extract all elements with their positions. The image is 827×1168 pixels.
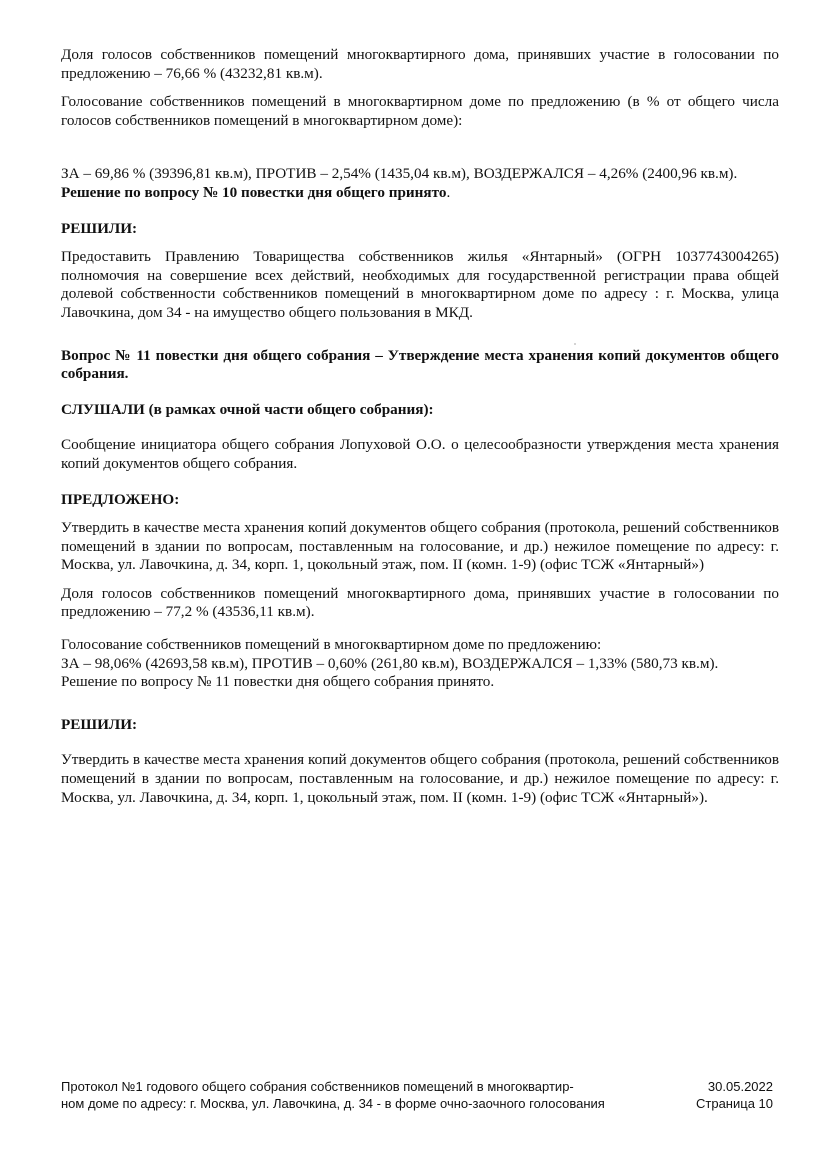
proposed-heading-q11: ПРЕДЛОЖЕНО: <box>61 490 180 508</box>
footer-protocol-line-2: ном доме по адресу: г. Москва, ул. Лавочкина, д. 34 - в форме очно-заочного голосования <box>61 1096 605 1111</box>
initiator-message-q11: Сообщение инициатора общего собрания Лопуховой О.О. о целесообразности утверждения места хранения копий документов общего собрания. <box>61 436 779 472</box>
decision-q11: Решение по вопросу № 11 повестки дня общего собрания принято. <box>61 673 495 691</box>
voting-intro-q11: Голосование собственников помещений в многоквартирном доме по предложению: <box>61 636 602 654</box>
question-11-title: Вопрос № 11 повестки дня общего собрания – Утверждение места хранения копий документов общего собрания. <box>61 346 779 383</box>
decision-q10-text: Решение по вопросу № 10 повестки дня общего принято <box>61 183 447 201</box>
footer-meta <box>653 1078 773 1112</box>
turnout-paragraph-q10: Доля голосов собственников помещений многоквартирного дома, принявших участие в голосовании по предложению – 76,66 % (43232,81 кв.м). <box>61 46 779 82</box>
vote-results-q11: ЗА – 98,06% (42693,58 кв.м), ПРОТИВ – 0,60% (261,80 кв.м), ВОЗДЕРЖАЛСЯ – 1,33% (580,73 кв.м). <box>61 654 719 672</box>
decision-q10-period: . <box>446 183 451 201</box>
resolved-heading-q10: РЕШИЛИ: <box>61 219 138 237</box>
document-body <box>61 46 779 807</box>
resolved-heading-q11: РЕШИЛИ: <box>61 715 138 733</box>
turnout-paragraph-q11: Доля голосов собственников помещений многоквартирного дома, принявших участие в голосовании по предложению – 77,2 % (43536,11 кв.м). <box>61 584 779 621</box>
footer-protocol-description <box>61 1078 621 1112</box>
resolution-q10: Предоставить Правлению Товарищества собственников жилья «Янтарный» (ОГРН 1037743004265) полномочия на совершение всех действий, необходимых для государственной регистрации права общей долевой собственности собственников помещений в многоквартирном доме по адресу : г. Москва, улица Лавочкина, дом 34 - на имущество общего пользования в МКД. <box>61 248 779 321</box>
scan-dust-mark <box>574 343 576 345</box>
heard-heading-q11: СЛУШАЛИ (в рамках очной части общего собрания): <box>61 400 434 418</box>
resolution-q11: Утвердить в качестве места хранения копий документов общего собрания (протокола, решений собственников помещений в здании по вопросам, поставленным на голосование, и др.) нежилое помещение по адресу: г. Москва, ул. Лавочкина, д. 34, корп. 1, цокольный этаж, пом. II (комн. 1-9) (офис ТСЖ «Янтарный»). <box>61 751 779 806</box>
footer-protocol-line-1: Протокол №1 годового общего собрания собственников помещений в многоквартир- <box>61 1079 574 1094</box>
vote-results-q10: ЗА – 69,86 % (39396,81 кв.м), ПРОТИВ – 2,54% (1435,04 кв.м), ВОЗДЕРЖАЛСЯ – 4,26% (2400,96 кв.м). <box>61 165 738 183</box>
decision-q10 <box>61 184 779 203</box>
footer-date: 30.05.2022 <box>707 1079 773 1094</box>
voting-intro-q10: Голосование собственников помещений в многоквартирном доме по предложению (в % от общего числа голосов собственников помещений в многоквартирном доме): <box>61 93 779 129</box>
proposal-q11: Утвердить в качестве места хранения копий документов общего собрания (протокола, решений собственников помещений в здании по вопросам, поставленным на голосование, и др.) нежилое помещение по адресу: г. Москва, ул. Лавочкина, д. 34, корп. 1, цокольный этаж, пом. II (комн. 1-9) (офис ТСЖ «Янтарный») <box>61 519 779 574</box>
footer-page-number: Страница 10 <box>696 1096 773 1111</box>
